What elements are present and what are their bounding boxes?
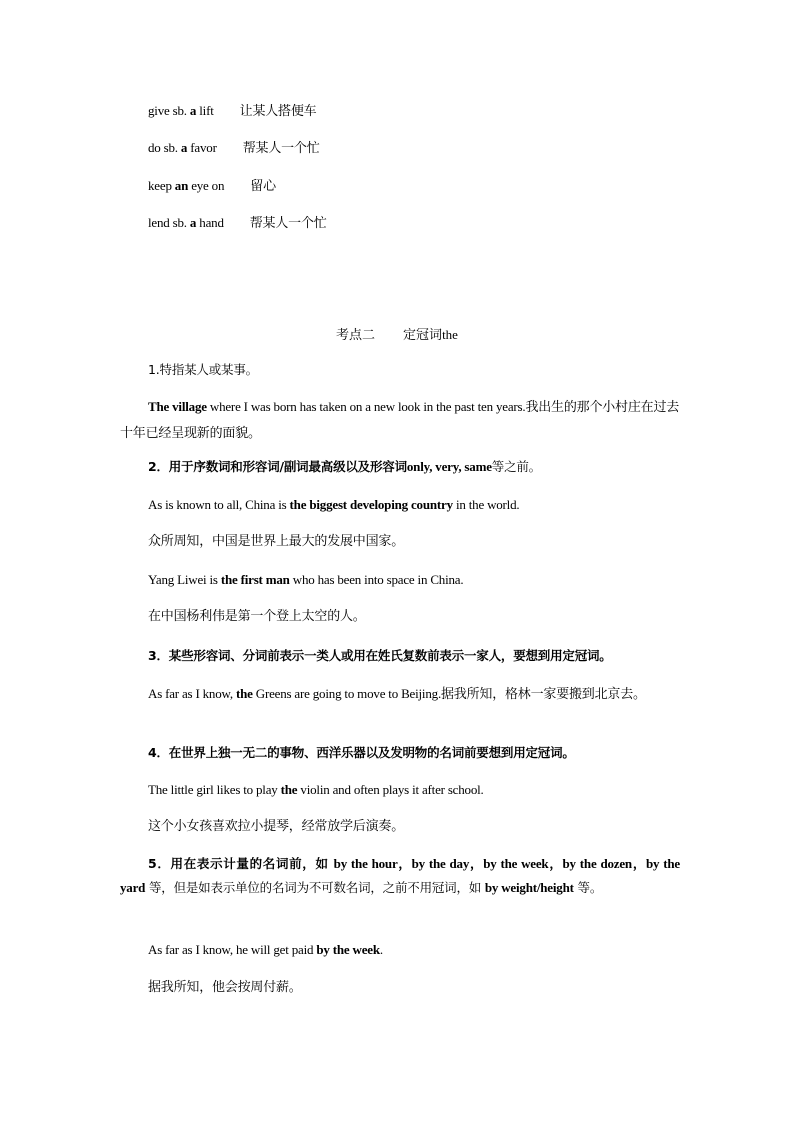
example-pre: As far as I know, he will get paid [148,942,317,957]
point-2-example-2 [120,567,680,592]
phrase-article: an [174,178,189,193]
section-title [0,324,794,343]
phrase-translation: 让某人搭便车 [239,104,317,119]
example-post: Greens are going to move to Beijing. [252,686,441,701]
heading-part-en: by the dozen [562,856,632,871]
example-post: . [379,942,383,957]
heading-part: ， [631,856,647,871]
example-translation: 在中国杨利伟是第一个登上太空的人。 [148,609,366,624]
phrase-item [148,100,316,119]
point-3-heading [120,643,680,668]
point-2-heading [120,454,680,479]
point-3-heading-text: 3．某些形容词、分词前表示一类人或用在姓氏复数前表示一家人，要想到用定冠词。 [148,648,612,663]
example-pre: As far as I know, [148,686,236,701]
heading-part-en: by the yard [120,856,680,895]
heading-part-en: by the day [411,856,470,871]
section-topic-en: the [442,327,458,342]
point-2-example-1-translation [120,529,680,554]
example-translation: 我出生的那个小村庄在过去十年已经呈现新的面貌。 [120,400,680,441]
heading-part-en: by weight/height [484,880,574,895]
phrase-post: lift [196,103,214,118]
point-2-example-2-translation [120,604,680,629]
heading-part: ， [548,856,563,871]
heading-part: ， [397,856,412,871]
phrase-item [148,175,276,194]
phrase-pre: do sb. [148,140,181,155]
point-4-heading [120,740,680,765]
section-topic: 定冠词 [403,328,443,343]
point-1-example [120,394,680,446]
example-bold: the biggest developing country [289,497,453,512]
example-bold: the first man [220,572,290,587]
phrase-article: a [189,215,197,230]
point-4-heading-text: 4．在世界上独一无二的事物、西洋乐器以及发明物的名词前要想到用定冠词。 [148,745,575,760]
phrase-article: a [189,103,197,118]
example-bold: the [235,686,253,701]
phrase-translation: 帮某人一个忙 [249,216,327,231]
example-pre: Yang Liwei is [148,572,221,587]
heading-part: 5．用在表示计量的名词前，如 [148,856,334,871]
example-pre: The little girl likes to play [148,782,281,797]
section-label: 考点二 [336,328,376,343]
example-text: where I was born has taken on a new look in the past ten years. [206,399,526,414]
phrase-pre: keep [148,178,175,193]
phrase-article: a [180,140,188,155]
heading-tail: 等之前。 [491,459,541,474]
phrase-pre: give sb. [148,103,190,118]
phrase-post: favor [187,140,217,155]
heading-part: 等，但是如表示单位的名词为不可数名词，之前不用冠词，如 [145,880,485,895]
point-5-example-translation [120,975,680,1000]
point-4-example-translation [120,814,680,839]
example-translation: 这个小女孩喜欢拉小提琴，经常放学后演奏。 [148,819,405,834]
point-2-example-1 [120,492,680,517]
phrase-item [148,137,320,156]
example-bold: the [280,782,298,797]
example-pre: As is known to all, China is [148,497,290,512]
example-post: in the world. [452,497,520,512]
point-4-example [120,777,680,802]
phrase-item [148,212,327,231]
example-bold: by the week [316,942,380,957]
example-bold: The village [148,399,207,414]
heading-part-en: by the week [483,856,549,871]
example-translation: 据我所知，他会按周付薪。 [148,980,302,995]
example-translation: 众所周知，中国是世界上最大的发展中国家。 [148,534,405,549]
heading-part-en: by the hour [333,856,398,871]
heading-en: only, very, same [406,459,492,474]
heading-cn: 2．用于序数词和形容词/副词最高级以及形容词 [148,459,407,474]
point-1-heading [120,357,680,382]
phrase-post: eye on [188,178,225,193]
point-5-example [120,937,680,962]
point-5-heading [120,852,680,900]
point-1-heading-text: 1.特指某人或某事。 [148,362,258,377]
example-post: who has been into space in China. [289,572,464,587]
phrase-pre: lend sb. [148,215,190,230]
point-3-example [120,681,680,707]
phrase-post: hand [196,215,224,230]
heading-part: 等。 [573,880,603,895]
example-translation: 据我所知，格林一家要搬到北京去。 [441,687,646,702]
phrase-translation: 留心 [250,179,276,194]
heading-part: ， [469,856,484,871]
phrase-translation: 帮某人一个忙 [242,141,320,156]
example-post: violin and often plays it after school. [297,782,484,797]
